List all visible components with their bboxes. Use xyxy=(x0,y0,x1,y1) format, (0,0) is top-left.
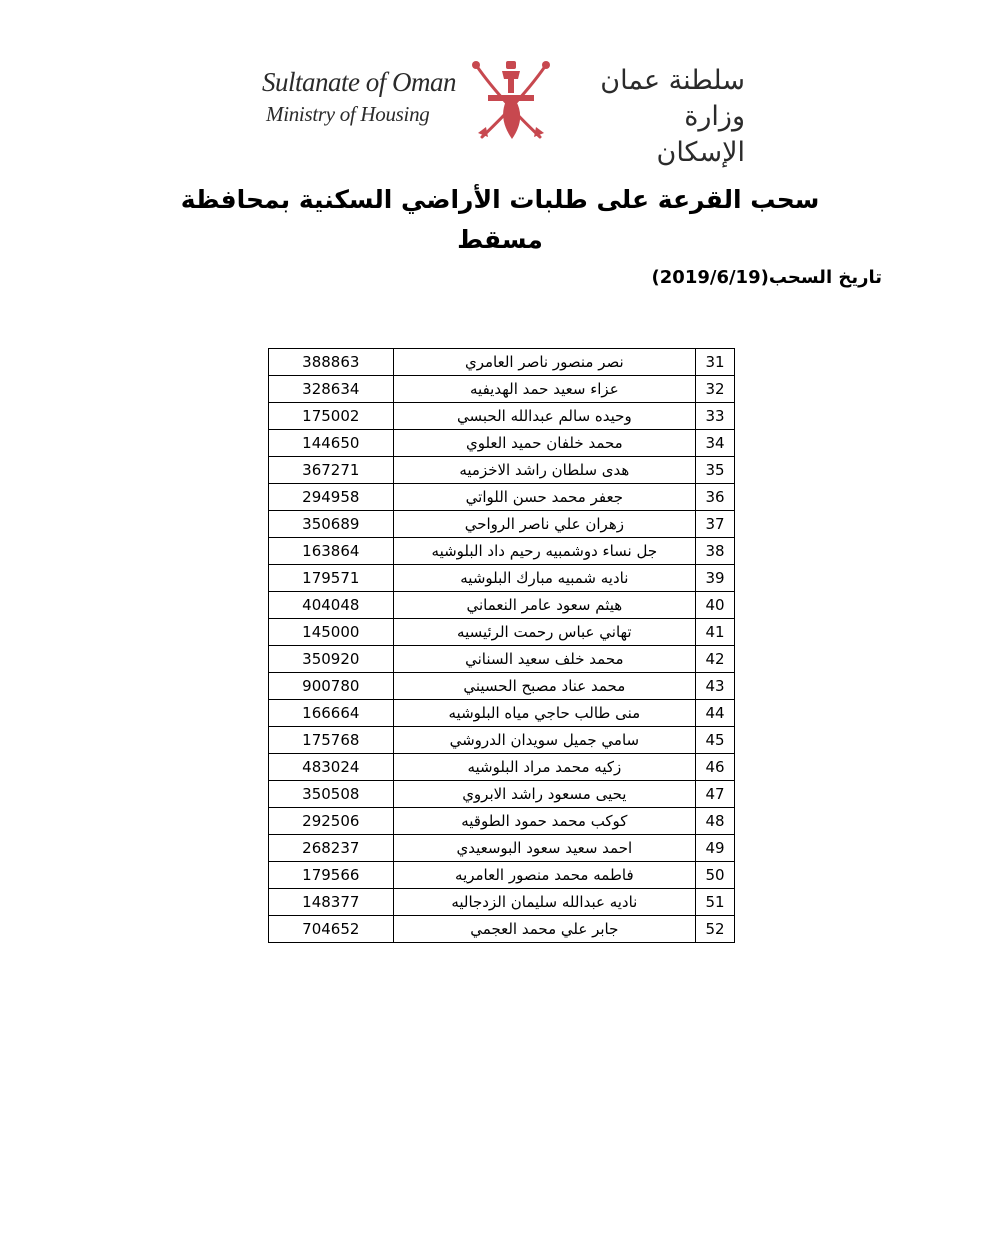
application-number-cell: 148377 xyxy=(269,889,394,916)
application-number-cell: 900780 xyxy=(269,673,394,700)
table-row xyxy=(269,646,735,673)
application-number-cell: 144650 xyxy=(269,430,394,457)
sequence-number-cell: 42 xyxy=(696,646,735,673)
applicant-name-cell: محمد خلفان حميد العلوي xyxy=(393,430,696,457)
table-row xyxy=(269,700,735,727)
country-name-english: Sultanate of Oman xyxy=(262,67,456,97)
letterhead xyxy=(0,55,1000,168)
sequence-number-cell: 34 xyxy=(696,430,735,457)
applicant-name-cell: ناديه عبدالله سليمان الزدجاليه xyxy=(393,889,696,916)
sequence-number-cell: 49 xyxy=(696,835,735,862)
table-row xyxy=(269,403,735,430)
applicant-name-cell: يحيى مسعود راشد الابروي xyxy=(393,781,696,808)
document-title: سحب القرعة على طلبات الأراضي السكنية بمحافظة مسقط xyxy=(180,185,820,254)
ministry-name-english xyxy=(262,65,456,129)
application-number-cell: 350689 xyxy=(269,511,394,538)
applicant-name-cell: كوكب محمد حمود الطوقيه xyxy=(393,808,696,835)
table-row xyxy=(269,430,735,457)
application-number-cell: 292506 xyxy=(269,808,394,835)
table-row xyxy=(269,349,735,376)
application-number-cell: 166664 xyxy=(269,700,394,727)
applicant-name-cell: عزاء سعيد حمد الهديفيه xyxy=(393,376,696,403)
sequence-number-cell: 41 xyxy=(696,619,735,646)
table-row xyxy=(269,457,735,484)
application-number-cell: 294958 xyxy=(269,484,394,511)
sequence-number-cell: 33 xyxy=(696,403,735,430)
sequence-number-cell: 47 xyxy=(696,781,735,808)
applicant-name-cell: احمد سعيد سعود البوسعيدي xyxy=(393,835,696,862)
applicant-name-cell: منى طالب حاجي مياه البلوشيه xyxy=(393,700,696,727)
sequence-number-cell: 40 xyxy=(696,592,735,619)
table-row xyxy=(269,781,735,808)
draw-date: تاريخ السحب(2019/6/19) xyxy=(651,267,882,288)
application-number-cell: 328634 xyxy=(269,376,394,403)
applicant-name-cell: تهاني عباس رحمت الرئيسيه xyxy=(393,619,696,646)
table-row xyxy=(269,808,735,835)
application-number-cell: 163864 xyxy=(269,538,394,565)
applicant-name-cell: جعفر محمد حسن اللواتي xyxy=(393,484,696,511)
applicant-name-cell: هدى سلطان راشد الاخزميه xyxy=(393,457,696,484)
sequence-number-cell: 37 xyxy=(696,511,735,538)
sequence-number-cell: 32 xyxy=(696,376,735,403)
application-number-cell: 404048 xyxy=(269,592,394,619)
application-number-cell: 350508 xyxy=(269,781,394,808)
lottery-results-table xyxy=(268,348,735,943)
table-row xyxy=(269,538,735,565)
table-row xyxy=(269,754,735,781)
sequence-number-cell: 48 xyxy=(696,808,735,835)
application-number-cell: 350920 xyxy=(269,646,394,673)
sequence-number-cell: 35 xyxy=(696,457,735,484)
sequence-number-cell: 44 xyxy=(696,700,735,727)
sequence-number-cell: 51 xyxy=(696,889,735,916)
table-row xyxy=(269,592,735,619)
table-row xyxy=(269,619,735,646)
table-row xyxy=(269,673,735,700)
applicant-name-cell: ناديه شمبيه مبارك البلوشيه xyxy=(393,565,696,592)
table-row xyxy=(269,511,735,538)
applicant-name-cell: وحيده سالم عبدالله الحبسي xyxy=(393,403,696,430)
ministry-name-arabic xyxy=(590,63,745,171)
table-row xyxy=(269,565,735,592)
table-row xyxy=(269,727,735,754)
sequence-number-cell: 31 xyxy=(696,349,735,376)
application-number-cell: 704652 xyxy=(269,916,394,943)
sequence-number-cell: 46 xyxy=(696,754,735,781)
application-number-cell: 175002 xyxy=(269,403,394,430)
application-number-cell: 179566 xyxy=(269,862,394,889)
application-number-cell: 483024 xyxy=(269,754,394,781)
applicant-name-cell: زكيه محمد مراد البلوشيه xyxy=(393,754,696,781)
table-row xyxy=(269,835,735,862)
applicant-name-cell: فاطمه محمد منصور العامريه xyxy=(393,862,696,889)
applicant-name-cell: زهران علي ناصر الرواحي xyxy=(393,511,696,538)
applicant-name-cell: محمد خلف سعيد السناني xyxy=(393,646,696,673)
applicant-name-cell: جل نساء دوشمبيه رحيم داد البلوشيه xyxy=(393,538,696,565)
table-row xyxy=(269,889,735,916)
table-row xyxy=(269,862,735,889)
country-name-arabic: سلطنة عمان xyxy=(600,65,745,96)
sequence-number-cell: 45 xyxy=(696,727,735,754)
applicant-name-cell: محمد عناد مصبح الحسيني xyxy=(393,673,696,700)
ministry-title-english: Ministry of Housing xyxy=(266,102,430,126)
applicant-name-cell: نصر منصور ناصر العامري xyxy=(393,349,696,376)
sequence-number-cell: 43 xyxy=(696,673,735,700)
applicant-name-cell: هيثم سعود عامر النعماني xyxy=(393,592,696,619)
ministry-title-arabic: وزارة الإسكان xyxy=(656,101,745,168)
application-number-cell: 179571 xyxy=(269,565,394,592)
table-body xyxy=(269,349,735,943)
application-number-cell: 145000 xyxy=(269,619,394,646)
application-number-cell: 268237 xyxy=(269,835,394,862)
table-row xyxy=(269,376,735,403)
application-number-cell: 388863 xyxy=(269,349,394,376)
sequence-number-cell: 39 xyxy=(696,565,735,592)
applicant-name-cell: سامي جميل سويدان الدروشي xyxy=(393,727,696,754)
sequence-number-cell: 36 xyxy=(696,484,735,511)
applicant-name-cell: جابر علي محمد العجمي xyxy=(393,916,696,943)
sequence-number-cell: 50 xyxy=(696,862,735,889)
sequence-number-cell: 38 xyxy=(696,538,735,565)
table-row xyxy=(269,916,735,943)
oman-emblem-icon xyxy=(468,57,554,147)
application-number-cell: 367271 xyxy=(269,457,394,484)
application-number-cell: 175768 xyxy=(269,727,394,754)
table-row xyxy=(269,484,735,511)
sequence-number-cell: 52 xyxy=(696,916,735,943)
